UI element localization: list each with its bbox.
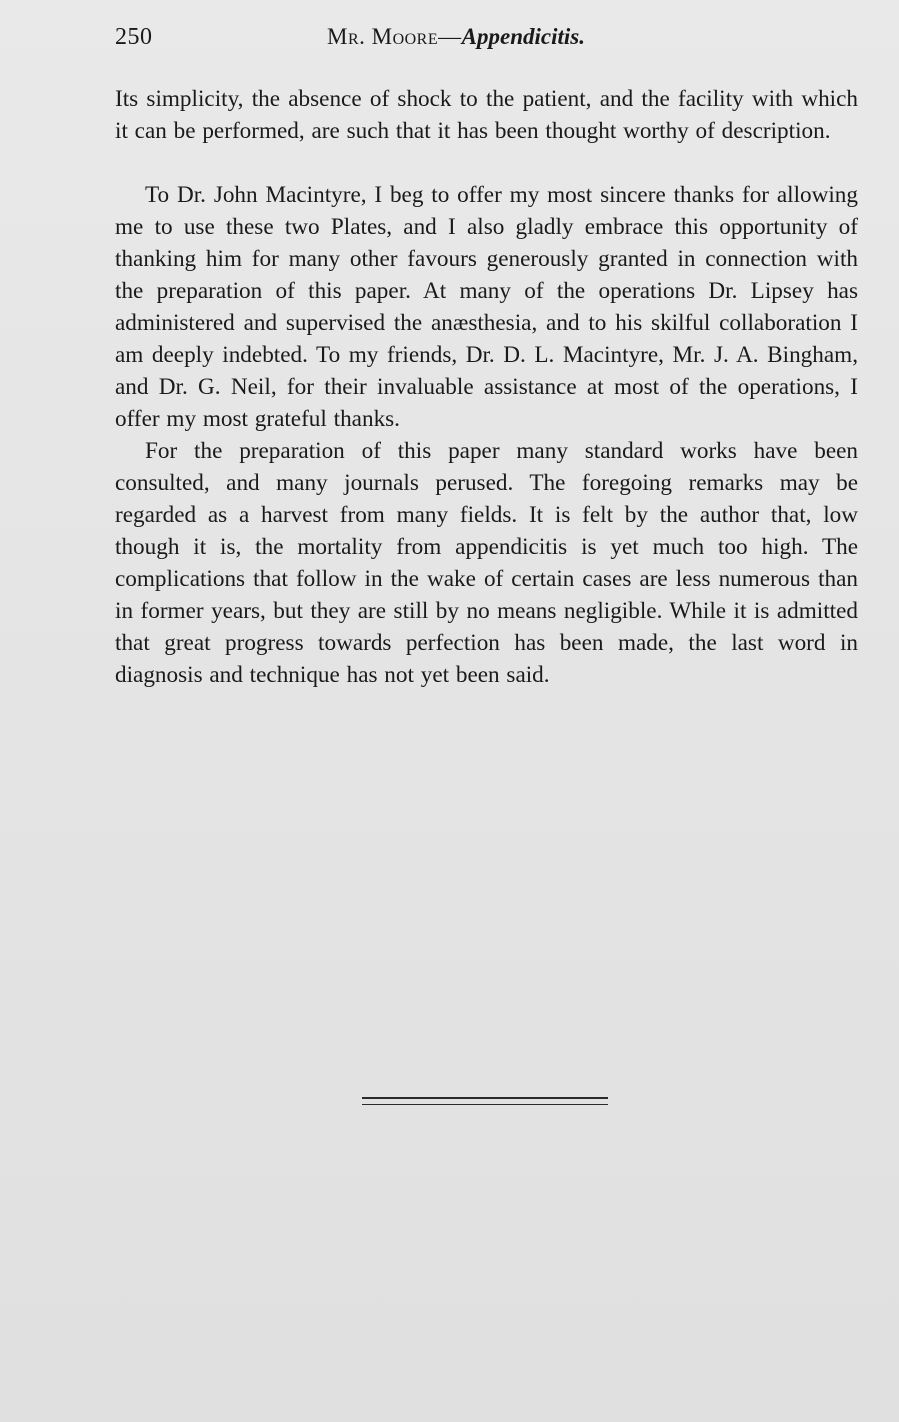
running-head-author: Mr. Moore— xyxy=(327,24,462,49)
section-end-rule xyxy=(362,1097,608,1105)
paragraph-3: For the preparation of this paper many standard works have been consulted, and many journals perused. The foregoing remarks may be regarded as a harvest from many fields. It is felt by the author that, low though it is, the mortality from appendicitis is yet much too high. The complications that follow in the wake of certain cases are less numerous than in former years, but they are still by no means negligible. While it is admitted that great progress towards perfection has been made, the last word in diagnosis and technique has not yet been said. xyxy=(115,438,858,688)
paragraph-2: To Dr. John Macintyre, I beg to offer my most sincere thanks for allowing me to use these two Plates, and I also gladly embrace this opportunity of thanking him for many other favours generously granted in connection with the preparation of this paper. At many of the operations Dr. Lipsey has administered and supervised the anæsthesia, and to his skilful collaboration I am deeply indebted. To my friends, Dr. D. L. Macintyre, Mr. J. A. Bingham, and Dr. G. Neil, for their invaluable assistance at most of the operations, I offer my most grateful thanks. xyxy=(115,182,858,432)
paragraph-1: Its simplicity, the absence of shock to the patient, and the facility with which it can be performed, are such that it has been thought worthy of description. xyxy=(115,86,858,144)
body-text xyxy=(115,83,858,691)
page-number: 250 xyxy=(115,24,153,50)
page-header xyxy=(115,24,860,56)
running-head-title: Appendicitis. xyxy=(461,24,585,49)
running-head xyxy=(327,24,585,50)
